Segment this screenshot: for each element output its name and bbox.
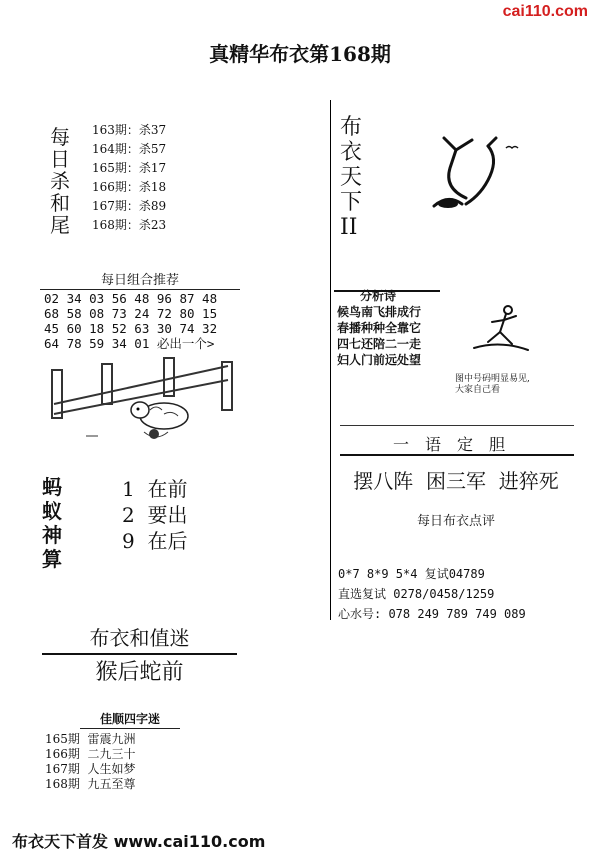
poem-title: 分析诗 <box>360 289 397 303</box>
note-line: 图中号码明显易见, <box>455 374 530 384</box>
footer-banner[interactable]: 布衣天下首发 www.cai110.com <box>12 832 266 851</box>
list-item: 64 78 59 34 01 必出一个> <box>44 336 215 351</box>
list-item: 166期：杀18 <box>92 180 167 194</box>
column-divider <box>330 100 331 620</box>
page-title: 真精华布衣第168期 <box>209 42 391 66</box>
title-char: 下 <box>340 190 363 215</box>
resolve-text: 摆八阵 困三军 进猝死 <box>353 469 559 493</box>
list-item: 春播种种全靠它 <box>337 321 422 335</box>
review-lines <box>338 564 526 624</box>
list-item: 168期 九五至尊 <box>45 777 136 791</box>
poem-lines <box>337 304 421 368</box>
list-item: 0*7 8*9 5*4 复试04789 <box>338 567 485 581</box>
runner-illustration <box>466 300 536 370</box>
list-item: 直选复试 0278/0458/1259 <box>338 587 495 601</box>
heading-char: 神 <box>42 523 62 547</box>
combo-rows <box>44 291 217 351</box>
list-item: 妇人门前远处望 <box>337 353 422 367</box>
four-char-riddle-list <box>45 732 136 792</box>
heading-char: 日 <box>50 147 70 171</box>
bird-illustration <box>414 128 524 218</box>
section-divider <box>340 425 574 426</box>
ant-god-list <box>122 476 187 554</box>
list-item: 166期 二九三十 <box>45 747 136 761</box>
list-item: 164期：杀57 <box>92 142 167 156</box>
resolve-rule <box>340 454 574 456</box>
daily-tail-heading <box>50 126 72 236</box>
heading-char: 杀 <box>50 169 70 193</box>
poem-note <box>455 374 530 396</box>
title-char: 衣 <box>340 140 363 165</box>
list-item: 163期：杀37 <box>92 123 167 137</box>
resolve-title: 一语定胆 <box>392 435 521 454</box>
list-item: 9 在后 <box>122 529 188 553</box>
list-item: 167期：杀89 <box>92 199 167 213</box>
heading-char: 蚁 <box>42 499 62 523</box>
list-item: 02 34 03 56 48 96 87 48 <box>44 291 218 306</box>
review-title: 每日布衣点评 <box>416 514 495 529</box>
list-item: 2 要出 <box>122 503 188 527</box>
list-item: 四七还陪二一走 <box>337 337 422 351</box>
title-char: II <box>340 215 358 240</box>
heading-char: 每 <box>50 125 70 149</box>
list-item: 68 58 08 73 24 72 80 15 <box>44 306 218 321</box>
list-item: 165期：杀17 <box>92 161 167 175</box>
daily-tail-list <box>92 121 166 235</box>
title-char: 布 <box>340 115 363 140</box>
list-item: 168期：杀23 <box>92 218 167 232</box>
list-item: 1 在前 <box>122 477 188 501</box>
list-item: 45 60 18 52 63 30 74 32 <box>44 321 218 336</box>
heading-char: 尾 <box>50 213 70 237</box>
four-char-riddle-title: 佳顺四字迷 <box>80 710 180 729</box>
combo-title: 每日组合推荐 <box>40 272 240 290</box>
book-title <box>340 115 366 240</box>
heading-char: 和 <box>50 191 70 215</box>
site-logo[interactable]: cai110.com <box>502 3 588 20</box>
list-item: 心水号: 078 249 789 749 089 <box>338 607 526 621</box>
value-riddle-title: 布衣和值迷 <box>42 622 237 655</box>
ant-god-heading <box>42 475 66 571</box>
heading-char: 算 <box>42 547 62 571</box>
title-char: 天 <box>340 165 363 190</box>
heading-char: 蚂 <box>42 475 62 499</box>
note-line: 大家自己看 <box>455 385 501 395</box>
value-riddle-answer: 猴后蛇前 <box>95 660 184 685</box>
cow-fence-illustration <box>46 352 236 444</box>
list-item: 167期 人生如梦 <box>45 762 136 776</box>
list-item: 165期 雷震九洲 <box>45 732 136 746</box>
list-item: 候鸟南飞排成行 <box>337 305 422 319</box>
